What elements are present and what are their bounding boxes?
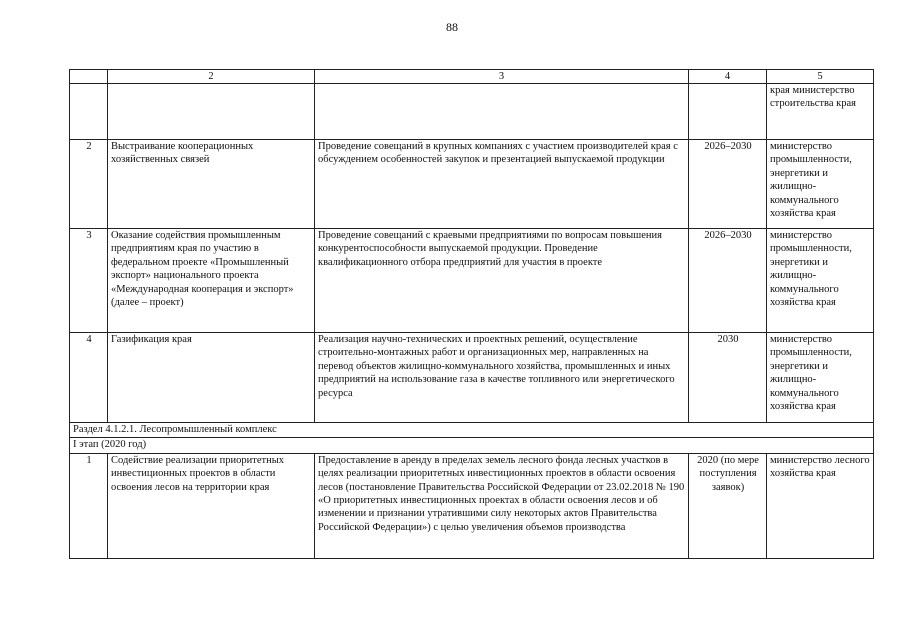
table-header-row	[70, 70, 874, 84]
measure-activity: Проведение совещаний в крупных компаниях с участием производителей края с обсуждением особенностей закупок и презентацией выпускаемой продукции	[315, 140, 689, 229]
measure-name: Газификация края	[108, 333, 315, 423]
stage-title: I этап (2020 год)	[70, 438, 874, 453]
row-number	[70, 84, 108, 140]
measure-period	[689, 84, 767, 140]
header-cell-4: 4	[689, 70, 767, 84]
measure-executor: министерство лесного хозяйства края	[767, 453, 874, 558]
row-number: 1	[70, 453, 108, 558]
measure-period: 2030	[689, 333, 767, 423]
table-row	[70, 84, 874, 140]
table-row	[70, 453, 874, 558]
measure-name	[108, 84, 315, 140]
measures-table	[69, 69, 874, 559]
table-row	[70, 140, 874, 229]
measure-executor: министерство промышленности, энергетики и жилищно-коммунального хозяйства края	[767, 140, 874, 229]
measure-executor: министерство промышленности, энергетики и жилищно-коммунального хозяйства края	[767, 229, 874, 333]
measure-period: 2026–2030	[689, 229, 767, 333]
measure-activity: Предоставление в аренду в пределах земель лесного фонда лесных участков в целях реализации приоритетных инвестиционных проектов в области освоения лесов (постановление Правительства Российской Федерации от 23.02.2018 № 190 «О приоритетных инвестиционных проектах в области освоения лесов и об изменении и признании утратившими силу некоторых актов Правительства Российской Федерации») с целью увеличения объемов производства	[315, 453, 689, 558]
table-row	[70, 333, 874, 423]
measure-name: Содействие реализации приоритетных инвестиционных проектов в области освоения лесов на территории края	[108, 453, 315, 558]
header-cell-3: 3	[315, 70, 689, 84]
row-number: 4	[70, 333, 108, 423]
measure-executor: министерство промышленности, энергетики и жилищно-коммунального хозяйства края	[767, 333, 874, 423]
measure-activity	[315, 84, 689, 140]
page-number: 88	[446, 20, 458, 34]
measure-executor: края министерство строительства края	[767, 84, 874, 140]
row-number: 3	[70, 229, 108, 333]
section-row	[70, 423, 874, 438]
measure-period: 2026–2030	[689, 140, 767, 229]
header-cell-1	[70, 70, 108, 84]
header-cell-5: 5	[767, 70, 874, 84]
section-title: Раздел 4.1.2.1. Лесопромышленный комплекс	[70, 423, 874, 438]
measure-activity: Реализация научно-технических и проектных решений, осуществление строительно-монтажных работ и организационных мер, направленных на перевод объектов жилищно-коммунального хозяйства, промышленных и иных предприятий на использование газа в качестве топливного или энергетического ресурса	[315, 333, 689, 423]
measure-name: Выстраивание кооперационных хозяйственных связей	[108, 140, 315, 229]
table-row	[70, 229, 874, 333]
measure-activity: Проведение совещаний с краевыми предприятиями по вопросам повышения конкурентоспособности выпускаемой продукции. Проведение квалификационного отбора предприятий для участия в проекте	[315, 229, 689, 333]
stage-row	[70, 438, 874, 453]
measure-name: Оказание содействия промышленным предприятиям края по участию в федеральном проекте «Промышленный экспорт» национального проекта «Международная кооперация и экспорт» (далее – проект)	[108, 229, 315, 333]
measure-period: 2020 (по мере поступления заявок)	[689, 453, 767, 558]
row-number: 2	[70, 140, 108, 229]
header-cell-2: 2	[108, 70, 315, 84]
